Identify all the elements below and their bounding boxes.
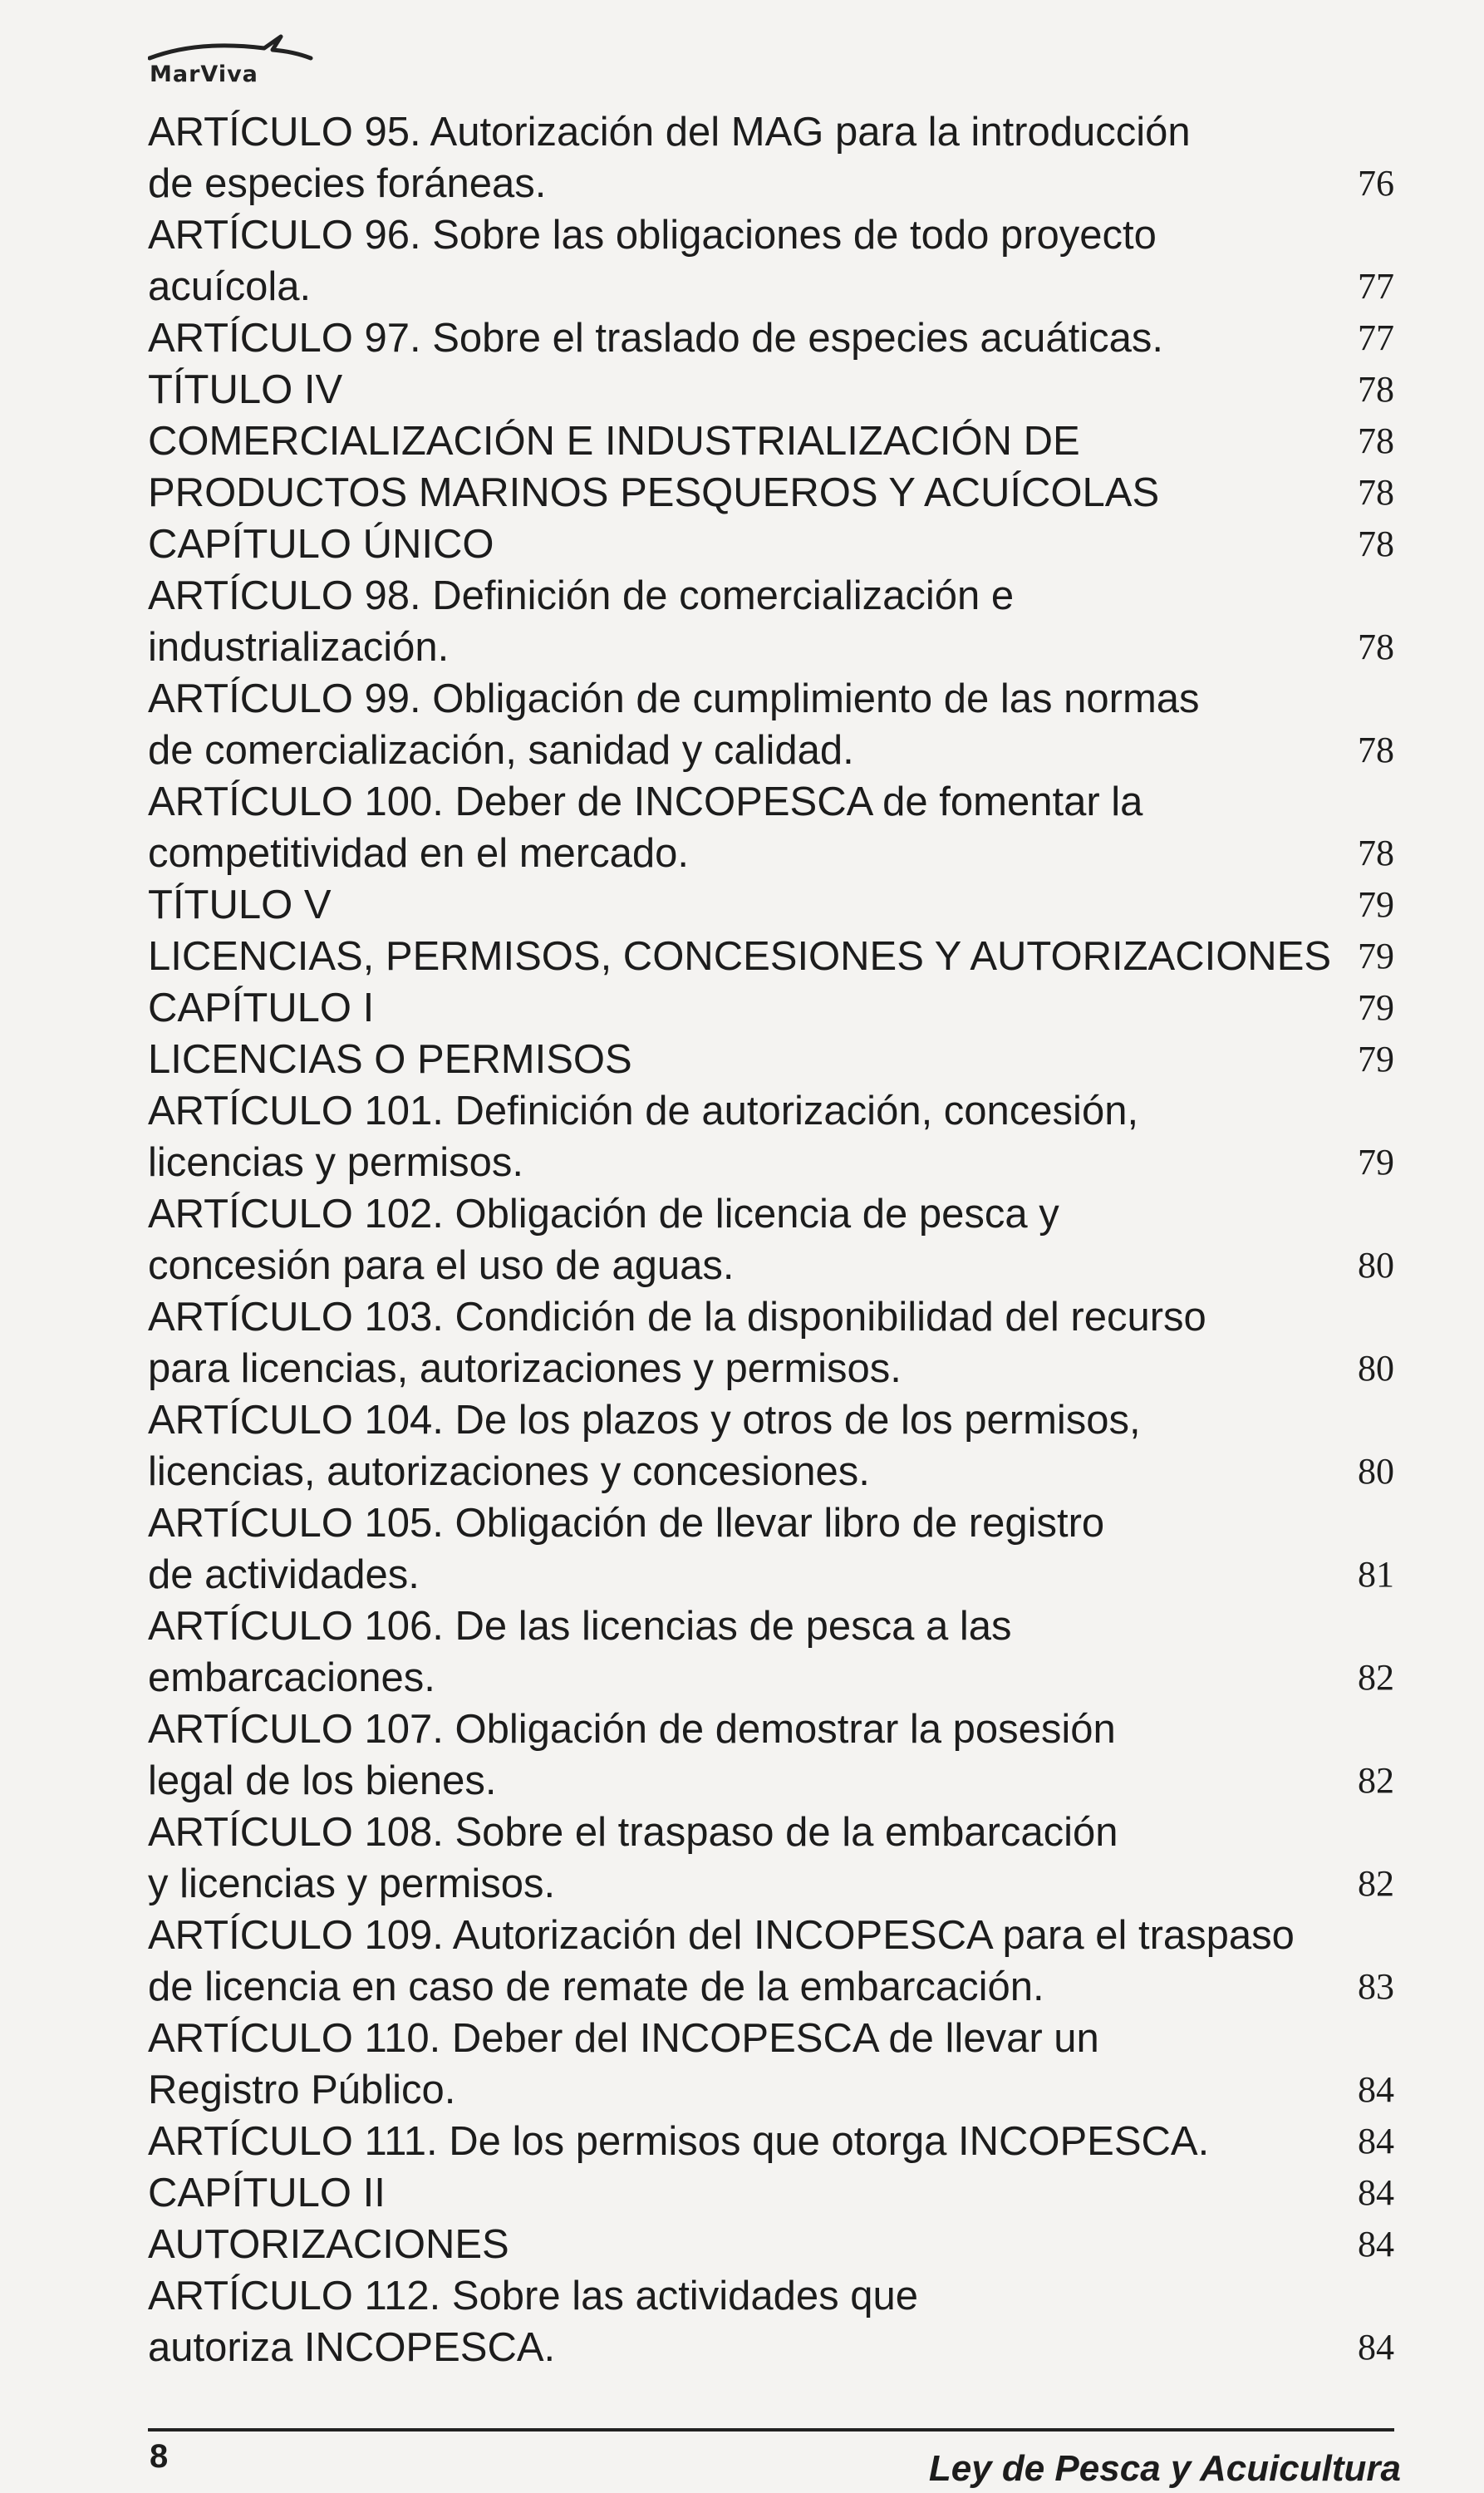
toc-entry-page: 84 xyxy=(1358,2069,1394,2110)
toc-entry-line xyxy=(148,1755,1394,1807)
toc-entry-text: ARTÍCULO 112. Sobre las actividades que xyxy=(148,2274,918,2318)
toc-entry-line xyxy=(148,828,1394,879)
toc-entry-line xyxy=(148,312,1394,364)
footer-divider xyxy=(148,2428,1394,2432)
marviva-logo xyxy=(148,25,322,91)
toc-entry-line xyxy=(148,1291,1394,1343)
toc-entry-line xyxy=(148,725,1394,776)
toc-entry-line xyxy=(148,1137,1394,1188)
toc-entry-text: ARTÍCULO 102. Obligación de licencia de pesca y xyxy=(148,1192,1059,1237)
toc-entry xyxy=(148,2219,1394,2270)
toc-entry xyxy=(148,982,1394,1034)
toc-entry-text: de actividades. xyxy=(148,1552,420,1597)
page-number: 8 xyxy=(150,2438,169,2475)
toc-entry-page: 84 xyxy=(1358,2121,1394,2161)
toc-entry-text: licencias, autorizaciones y concesiones. xyxy=(148,1449,870,1494)
toc-entry xyxy=(148,673,1394,776)
toc-entry-text: ARTÍCULO 97. Sobre el traslado de especies acuáticas. xyxy=(148,316,1164,361)
toc-entry-page: 82 xyxy=(1358,1863,1394,1904)
toc-entry-page: 79 xyxy=(1358,1142,1394,1183)
toc-entry-line xyxy=(148,1240,1394,1291)
toc-entry-text: ARTÍCULO 98. Definición de comercialización e xyxy=(148,573,1015,618)
toc-entry-page: 78 xyxy=(1358,524,1394,564)
toc-entry-text: de especies foráneas. xyxy=(148,161,547,206)
toc-entry-text: ARTÍCULO 95. Autorización del MAG para la introducción xyxy=(148,110,1191,155)
toc-entry xyxy=(148,1601,1394,1704)
toc-entry-text: ARTÍCULO 107. Obligación de demostrar la posesión xyxy=(148,1707,1116,1752)
toc-entry-text: de licencia en caso de remate de la embarcación. xyxy=(148,1964,1044,2009)
toc-entry-page: 78 xyxy=(1358,627,1394,667)
toc-entry-page: 79 xyxy=(1358,1039,1394,1079)
toc-entry xyxy=(148,2167,1394,2219)
toc-entry-line xyxy=(148,2064,1394,2116)
toc-entry-text: ARTÍCULO 96. Sobre las obligaciones de todo proyecto xyxy=(148,213,1157,258)
toc-entry xyxy=(148,1394,1394,1497)
toc-entry-text: CAPÍTULO ÚNICO xyxy=(148,522,494,567)
toc-entry xyxy=(148,1188,1394,1291)
toc-entry-line xyxy=(148,1961,1394,2013)
toc-entry-page: 79 xyxy=(1358,936,1394,976)
toc-entry xyxy=(148,1910,1394,2013)
toc-entry-text: competitividad en el mercado. xyxy=(148,831,689,876)
toc-entry-line xyxy=(148,2116,1394,2167)
toc-entry-text: ARTÍCULO 110. Deber del INCOPESCA de llevar un xyxy=(148,2016,1099,2061)
toc-entry-page: 80 xyxy=(1358,1451,1394,1492)
toc-entry-text: ARTÍCULO 100. Deber de INCOPESCA de fomentar la xyxy=(148,779,1143,824)
toc-entry-text: para licencias, autorizaciones y permisos. xyxy=(148,1346,902,1391)
toc-entry-line xyxy=(148,673,1394,725)
toc-entry-line xyxy=(148,1497,1394,1549)
toc-entry-line xyxy=(148,622,1394,673)
toc-entry xyxy=(148,1291,1394,1394)
toc-entry-line xyxy=(148,1034,1394,1085)
toc-entry xyxy=(148,364,1394,416)
toc-entry xyxy=(148,879,1394,931)
toc-entry-page: 78 xyxy=(1358,369,1394,410)
toc-entry xyxy=(148,1085,1394,1188)
toc-entry-page: 80 xyxy=(1358,1348,1394,1389)
toc-entry-line xyxy=(148,570,1394,622)
toc-entry-text: ARTÍCULO 99. Obligación de cumplimiento de las normas xyxy=(148,676,1200,721)
wave-logo-icon xyxy=(148,25,314,63)
toc-entry xyxy=(148,931,1394,982)
toc-entry-text: de comercialización, sanidad y calidad. xyxy=(148,728,854,773)
toc-entry-line xyxy=(148,1549,1394,1601)
toc-entry-page: 76 xyxy=(1358,163,1394,204)
toc-entry-page: 78 xyxy=(1358,730,1394,770)
toc-entry-line xyxy=(148,2219,1394,2270)
toc-entry-text: acuícola. xyxy=(148,264,312,309)
toc-entry xyxy=(148,416,1394,467)
toc-entry-text: TÍTULO V xyxy=(148,883,332,927)
toc-entry-page: 78 xyxy=(1358,472,1394,513)
toc-entry xyxy=(148,519,1394,570)
toc-entry-text: legal de los bienes. xyxy=(148,1758,497,1803)
toc-entry-text: LICENCIAS, PERMISOS, CONCESIONES Y AUTORIZACIONES xyxy=(148,934,1332,979)
toc-entry-page: 84 xyxy=(1358,2327,1394,2368)
toc-entry-page: 82 xyxy=(1358,1760,1394,1801)
toc-entry-page: 83 xyxy=(1358,1966,1394,2007)
toc-entry-line xyxy=(148,1807,1394,1858)
toc-entry-text: CAPÍTULO I xyxy=(148,986,375,1030)
toc-entry-page: 79 xyxy=(1358,987,1394,1028)
toc-entry-line xyxy=(148,106,1394,158)
toc-entry-text: y licencias y permisos. xyxy=(148,1861,556,1906)
toc-entry-page: 77 xyxy=(1358,266,1394,307)
toc-entry-text: COMERCIALIZACIÓN E INDUSTRIALIZACIÓN DE xyxy=(148,419,1080,464)
toc-entry xyxy=(148,1497,1394,1601)
toc-entry-text: ARTÍCULO 105. Obligación de llevar libro de registro xyxy=(148,1501,1105,1546)
toc-entry-line xyxy=(148,364,1394,416)
toc-entry-line xyxy=(148,261,1394,312)
toc-entry-line xyxy=(148,879,1394,931)
toc-entry-text: ARTÍCULO 101. Definición de autorización, concesión, xyxy=(148,1089,1139,1133)
toc-entry-line xyxy=(148,519,1394,570)
table-of-contents xyxy=(148,106,1394,2373)
toc-entry-text: autoriza INCOPESCA. xyxy=(148,2325,556,2370)
toc-entry-line xyxy=(148,2013,1394,2064)
toc-entry-text: PRODUCTOS MARINOS PESQUEROS Y ACUÍCOLAS xyxy=(148,470,1160,515)
toc-entry-text: embarcaciones. xyxy=(148,1655,435,1700)
toc-entry-text: CAPÍTULO II xyxy=(148,2171,386,2215)
toc-entry-text: ARTÍCULO 104. De los plazos y otros de los permisos, xyxy=(148,1398,1141,1443)
toc-entry-line xyxy=(148,931,1394,982)
toc-entry-text: ARTÍCULO 109. Autorización del INCOPESCA para el traspaso xyxy=(148,1913,1295,1958)
toc-entry-line xyxy=(148,1910,1394,1961)
toc-entry-text: Registro Público. xyxy=(148,2068,456,2112)
toc-entry-line xyxy=(148,1188,1394,1240)
toc-entry-line xyxy=(148,1704,1394,1755)
toc-entry-line xyxy=(148,467,1394,519)
toc-entry-line xyxy=(148,776,1394,828)
toc-entry-page: 81 xyxy=(1358,1554,1394,1595)
toc-entry xyxy=(148,312,1394,364)
toc-entry xyxy=(148,1704,1394,1807)
toc-entry-page: 79 xyxy=(1358,884,1394,925)
toc-entry-line xyxy=(148,1601,1394,1652)
toc-entry-text: concesión para el uso de aguas. xyxy=(148,1243,735,1288)
toc-entry-line xyxy=(148,1085,1394,1137)
toc-entry-line xyxy=(148,1446,1394,1497)
logo-text: MarViva xyxy=(150,61,258,87)
toc-entry-line xyxy=(148,209,1394,261)
toc-entry-page: 84 xyxy=(1358,2224,1394,2264)
toc-entry-text: ARTÍCULO 108. Sobre el traspaso de la embarcación xyxy=(148,1810,1118,1855)
toc-entry-line xyxy=(148,416,1394,467)
toc-entry xyxy=(148,570,1394,673)
toc-entry xyxy=(148,776,1394,879)
book-title: Ley de Pesca y Acuicultura xyxy=(928,2448,1401,2489)
toc-entry-text: ARTÍCULO 106. De las licencias de pesca a las xyxy=(148,1604,1012,1649)
toc-entry-text: TÍTULO IV xyxy=(148,367,343,412)
toc-entry-line xyxy=(148,158,1394,209)
toc-entry-line xyxy=(148,2167,1394,2219)
toc-entry xyxy=(148,1034,1394,1085)
toc-entry-page: 77 xyxy=(1358,317,1394,358)
toc-entry xyxy=(148,2013,1394,2116)
toc-entry xyxy=(148,467,1394,519)
toc-entry-text: ARTÍCULO 111. De los permisos que otorga INCOPESCA. xyxy=(148,2119,1210,2164)
toc-entry-line xyxy=(148,1343,1394,1394)
toc-entry-text: AUTORIZACIONES xyxy=(148,2222,509,2267)
toc-entry xyxy=(148,1807,1394,1910)
toc-entry xyxy=(148,209,1394,312)
toc-entry-page: 84 xyxy=(1358,2172,1394,2213)
toc-entry xyxy=(148,2116,1394,2167)
toc-entry-page: 78 xyxy=(1358,420,1394,461)
toc-entry xyxy=(148,2270,1394,2373)
toc-entry-line xyxy=(148,1858,1394,1910)
toc-entry-line xyxy=(148,2270,1394,2322)
toc-entry-page: 80 xyxy=(1358,1245,1394,1286)
toc-entry-text: licencias y permisos. xyxy=(148,1140,524,1185)
toc-entry-text: LICENCIAS O PERMISOS xyxy=(148,1037,632,1082)
toc-entry xyxy=(148,106,1394,209)
toc-entry-page: 82 xyxy=(1358,1657,1394,1698)
toc-entry-text: ARTÍCULO 103. Condición de la disponibilidad del recurso xyxy=(148,1295,1206,1340)
toc-entry-line xyxy=(148,1652,1394,1704)
toc-entry-text: industrialización. xyxy=(148,625,450,670)
toc-entry-line xyxy=(148,2322,1394,2373)
toc-entry-line xyxy=(148,1394,1394,1446)
toc-entry-page: 78 xyxy=(1358,833,1394,873)
toc-entry-line xyxy=(148,982,1394,1034)
